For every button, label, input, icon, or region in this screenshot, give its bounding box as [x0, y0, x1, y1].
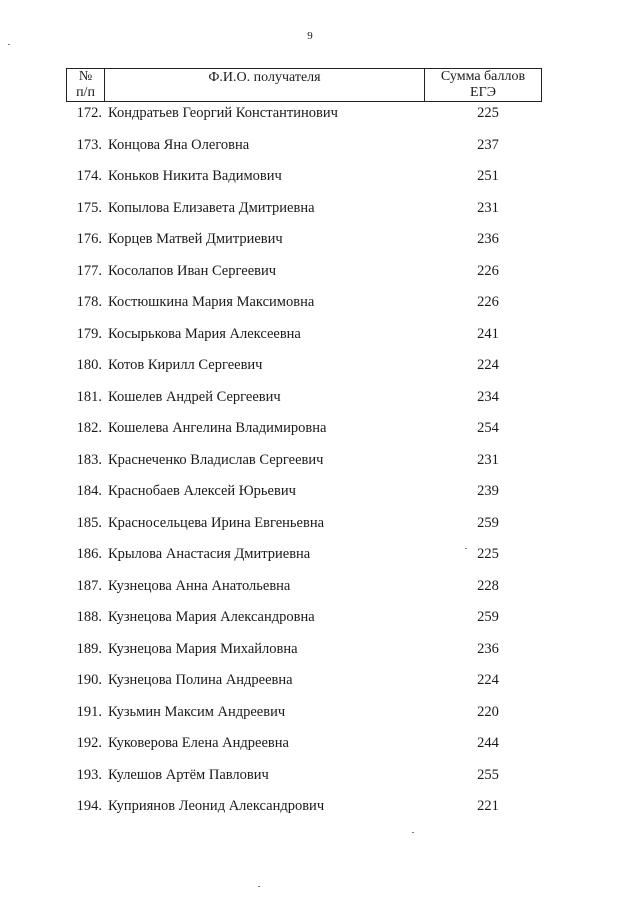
row-exam-score: 254 [477, 420, 499, 436]
row-number: 192. [76, 735, 102, 751]
table-row [66, 262, 542, 294]
row-recipient-name: Кузнецова Мария Александровна [108, 609, 315, 625]
row-number: 189. [76, 640, 102, 657]
table-row [66, 577, 542, 609]
row-recipient-name: Кошелев Андрей Сергеевич [108, 388, 281, 405]
row-exam-score: 236 [477, 640, 499, 657]
row-recipient-name: Кузнецова Мария Михайловна [108, 640, 298, 657]
table-row [66, 199, 542, 231]
row-recipient-name: Кошелева Ангелина Владимировна [108, 420, 327, 436]
row-exam-score: 236 [477, 231, 499, 247]
row-number: 184. [76, 483, 102, 499]
row-exam-score: 224 [477, 672, 499, 688]
row-number: 194. [76, 798, 102, 814]
table-row [66, 703, 542, 735]
row-recipient-name: Кузнецова Анна Анатольевна [108, 577, 291, 594]
table-row [66, 734, 542, 766]
table-row [66, 167, 542, 199]
row-exam-score: 228 [477, 577, 499, 594]
row-exam-score: 239 [477, 483, 499, 499]
table-header [66, 68, 542, 102]
row-recipient-name: Корцев Матвей Дмитриевич [108, 231, 283, 247]
table-row [66, 325, 542, 357]
header-number-sublabel: п/п [76, 85, 95, 100]
row-exam-score: 231 [477, 199, 499, 216]
row-number: 186. [76, 546, 102, 562]
row-number: 177. [76, 262, 102, 279]
row-exam-score: 259 [477, 609, 499, 625]
table-row [66, 104, 542, 136]
table-row [66, 419, 542, 451]
row-recipient-name: Краснобаев Алексей Юрьевич [108, 483, 296, 499]
table-row [66, 671, 542, 703]
row-exam-score: 226 [477, 294, 499, 310]
row-exam-score: 224 [477, 357, 499, 373]
header-score-label: Сумма баллов [440, 69, 526, 84]
table-row [66, 356, 542, 388]
row-recipient-name: Косолапов Иван Сергеевич [108, 262, 277, 279]
row-exam-score: 259 [477, 514, 499, 531]
table-row [66, 293, 542, 325]
row-recipient-name: Кузьмин Максим Андреевич [108, 703, 286, 720]
row-number: 185. [76, 514, 102, 531]
table-body [66, 104, 542, 829]
row-number: 182. [76, 420, 102, 436]
row-exam-score: 220 [477, 703, 499, 720]
row-recipient-name: Куприянов Леонид Александрович [108, 798, 325, 814]
row-exam-score: 237 [477, 136, 499, 153]
table-row [66, 136, 542, 168]
row-number: 175. [76, 199, 102, 216]
row-exam-score: 225 [477, 546, 499, 562]
header-score-sublabel: ЕГЭ [470, 85, 496, 100]
table-row [66, 545, 542, 577]
row-recipient-name: Кондратьев Георгий Константинович [108, 105, 338, 121]
row-number: 193. [76, 766, 102, 783]
row-recipient-name: Котов Кирилл Сергеевич [108, 357, 263, 373]
row-exam-score: 231 [477, 451, 499, 468]
table-row [66, 608, 542, 640]
header-name-column [105, 69, 425, 101]
row-exam-score: 225 [477, 105, 499, 121]
row-number: 178. [76, 294, 102, 310]
header-score-column [425, 69, 541, 101]
row-exam-score: 226 [477, 262, 499, 279]
row-recipient-name: Кузнецова Полина Андреевна [108, 672, 293, 688]
row-number: 190. [76, 672, 102, 688]
row-recipient-name: Косырькова Мария Алексеевна [108, 325, 301, 342]
row-number: 174. [76, 168, 102, 184]
page-number: 9 [307, 30, 313, 42]
row-number: 187. [76, 577, 102, 594]
row-number: 183. [76, 451, 102, 468]
row-recipient-name: Коньков Никита Вадимович [108, 168, 282, 184]
table-row [66, 482, 542, 514]
table-row [66, 388, 542, 420]
table-row [66, 514, 542, 546]
row-number: 181. [76, 388, 102, 405]
row-recipient-name: Красносельцева Ирина Евгеньевна [108, 514, 325, 531]
header-number-column [67, 69, 105, 101]
row-recipient-name: Концова Яна Олеговна [108, 136, 250, 153]
header-name-label: Ф.И.О. получателя [208, 70, 321, 85]
row-number: 176. [76, 231, 102, 247]
row-number: 173. [76, 136, 102, 153]
row-number: 188. [76, 609, 102, 625]
row-exam-score: 221 [477, 798, 499, 814]
table-row [66, 451, 542, 483]
row-number: 191. [76, 703, 102, 720]
row-exam-score: 234 [477, 388, 499, 405]
row-recipient-name: Крылова Анастасия Дмитриевна [108, 546, 311, 562]
table-row [66, 797, 542, 829]
row-recipient-name: Краснеченко Владислав Сергеевич [108, 451, 324, 468]
header-number-label: № [78, 69, 93, 84]
row-recipient-name: Кулешов Артём Павлович [108, 766, 269, 783]
row-exam-score: 255 [477, 766, 499, 783]
row-number: 172. [76, 105, 102, 121]
table-row [66, 230, 542, 262]
table-row [66, 640, 542, 672]
table-row [66, 766, 542, 798]
row-exam-score: 244 [477, 735, 499, 751]
row-number: 180. [76, 357, 102, 373]
row-recipient-name: Костюшкина Мария Максимовна [108, 294, 315, 310]
row-exam-score: 251 [477, 168, 499, 184]
row-number: 179. [76, 325, 102, 342]
row-exam-score: 241 [477, 325, 499, 342]
row-recipient-name: Куковерова Елена Андреевна [108, 735, 289, 751]
row-recipient-name: Копылова Елизавета Дмитриевна [108, 199, 315, 216]
